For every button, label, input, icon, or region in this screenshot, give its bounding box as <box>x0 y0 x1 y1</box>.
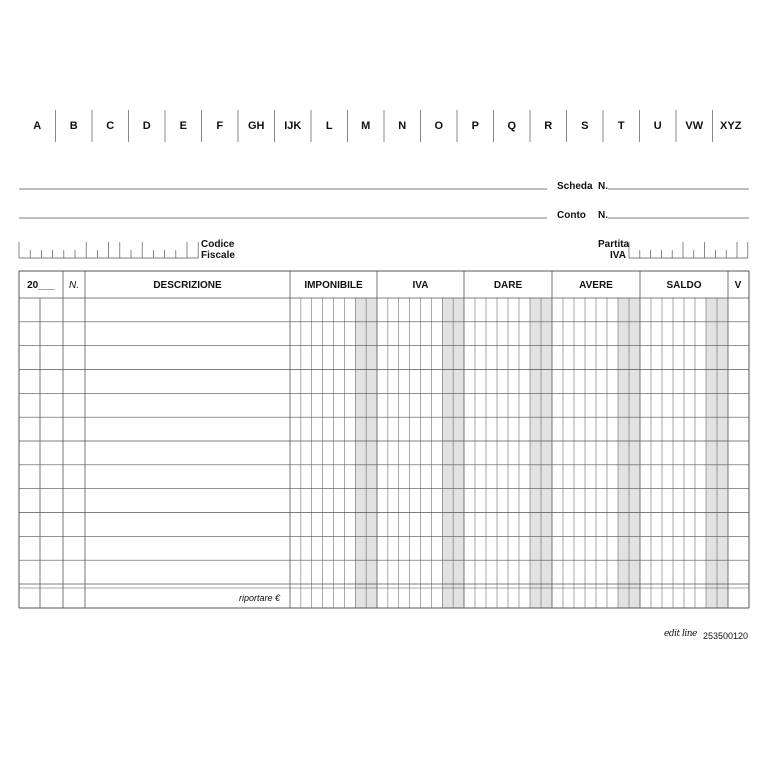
alphabet-tab: A <box>33 120 42 132</box>
alphabet-tab: O <box>434 120 444 132</box>
alphabet-tab: VW <box>685 120 704 132</box>
scheda-label: Scheda <box>557 181 593 192</box>
v-header: V <box>734 280 742 291</box>
saldo-header: SALDO <box>666 280 702 291</box>
scheda-number-label: N. <box>598 181 608 192</box>
imponibile-header: IMPONIBILE <box>304 280 363 291</box>
alphabet-tab: GH <box>248 120 265 132</box>
product-code: 253500120 <box>703 631 749 641</box>
codice-fiscale-label-line2: Fiscale <box>201 250 235 261</box>
alphabet-tab: M <box>361 120 371 132</box>
partita-iva-label-line1: Partita <box>598 239 630 250</box>
description-header: DESCRIZIONE <box>153 280 222 291</box>
year-header: 20___ <box>27 280 55 291</box>
iva-header: IVA <box>412 280 429 291</box>
alphabet-tab: IJK <box>284 120 302 132</box>
alphabet-tab: L <box>325 120 333 132</box>
conto-label: Conto <box>557 210 586 221</box>
alphabet-tab: N <box>398 120 407 132</box>
dare-header: DARE <box>493 280 523 291</box>
alphabet-tab: XYZ <box>720 120 742 132</box>
number-header: N. <box>69 280 79 291</box>
alphabet-tab: P <box>471 120 479 132</box>
alphabet-tab: C <box>106 120 115 132</box>
avere-header: AVERE <box>579 280 613 291</box>
brand-logo: edit line <box>664 629 697 639</box>
alphabet-tab: T <box>617 120 625 132</box>
partita-iva-label-line2: IVA <box>610 250 626 261</box>
alphabet-tab: R <box>544 120 553 132</box>
alphabet-tab: S <box>581 120 589 132</box>
alphabet-tab: B <box>69 120 78 132</box>
codice-fiscale-label-line1: Codice <box>201 239 235 250</box>
conto-number-label: N. <box>598 210 608 221</box>
alphabet-tab: F <box>216 120 224 132</box>
alphabet-tab: Q <box>507 120 517 132</box>
carry-forward-label: riportare € <box>239 593 281 603</box>
alphabet-tab: U <box>653 120 662 132</box>
alphabet-tab: E <box>179 120 187 132</box>
alphabet-tab: D <box>142 120 151 132</box>
